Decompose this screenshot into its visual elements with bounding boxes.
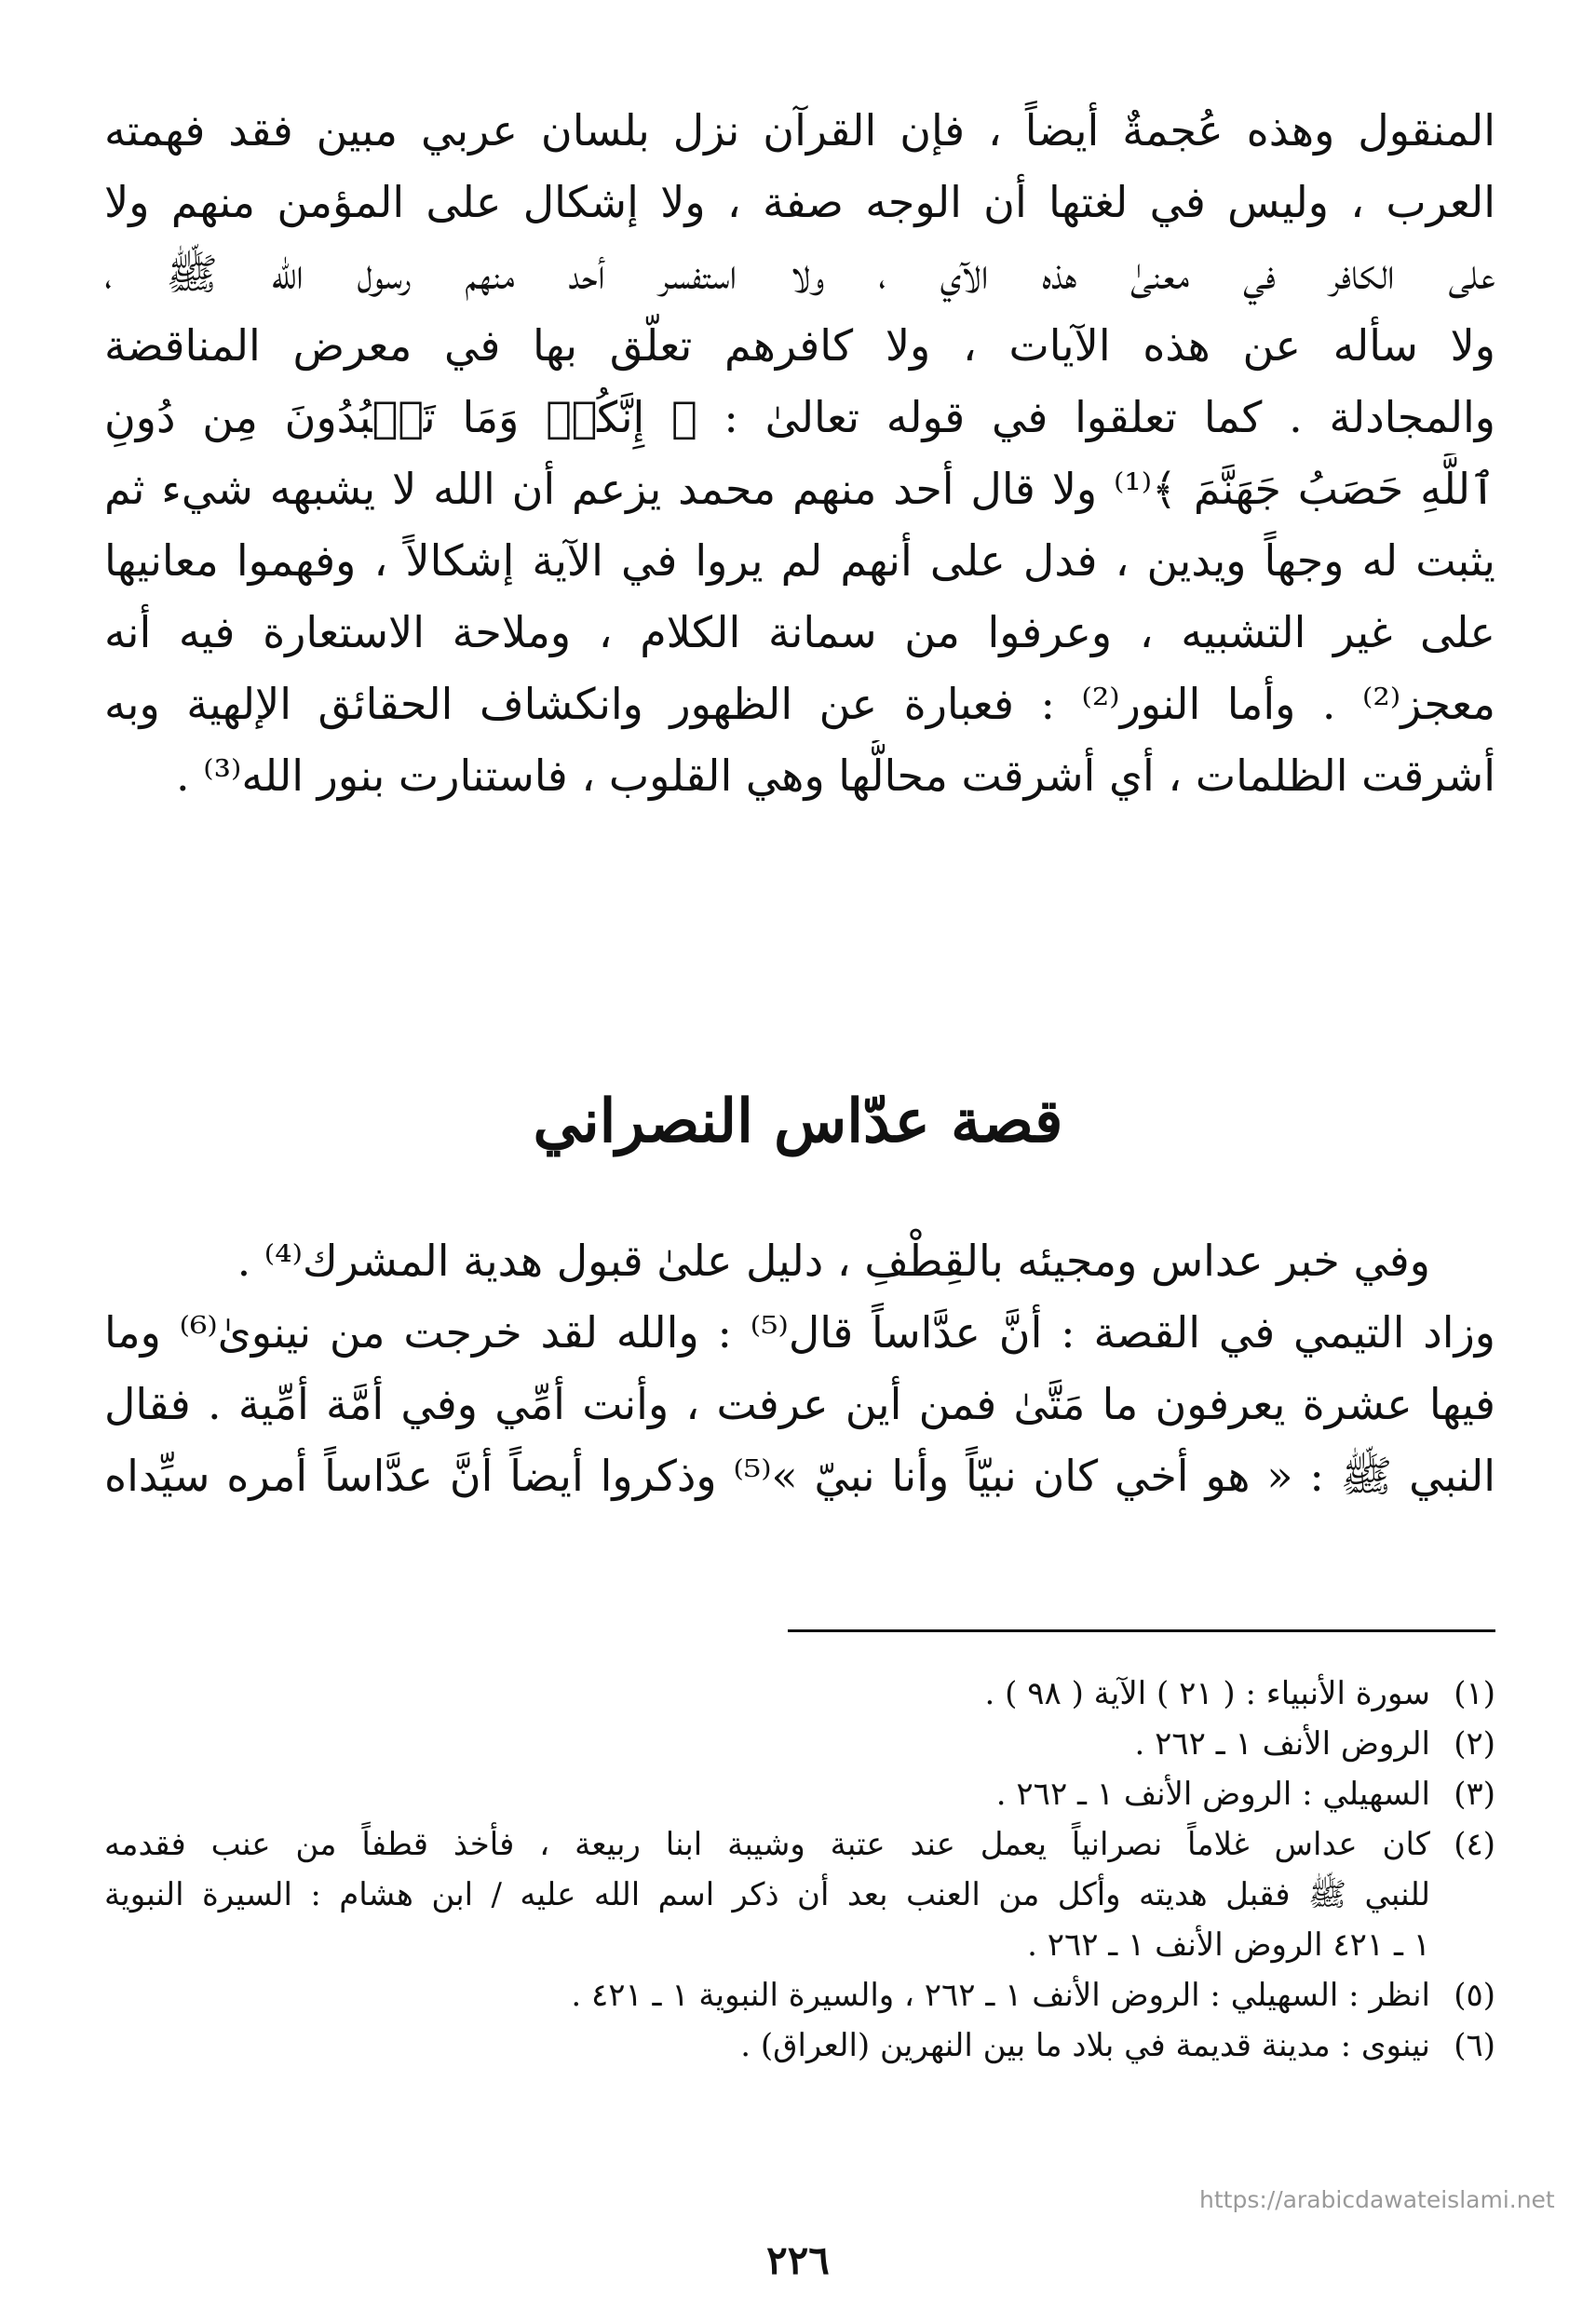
footnote [104, 1970, 1495, 2020]
footnote [104, 1769, 1495, 1819]
text-line: على الكافر في معنىٰ هذه الآي ، ولا استفسر أحد منهم رسول الله ﷺ ، [104, 249, 1495, 299]
text-line: والمجادلة . كما تعلقوا في قوله تعالىٰ : ﴿ إِنَّكُمۡ وَمَا تَعۡبُدُونَ مِن دُونِ [104, 392, 1495, 442]
watermark-url[interactable]: https://arabicdawateislami.net [1199, 2186, 1555, 2213]
text-line: على غير التشبيه ، وعرفوا من سمانة الكلام ، وملاحة الاستعارة فيه أنه [104, 607, 1495, 657]
text-line: العرب ، وليس في لغتها أن الوجه صفة ، ولا إشكال على المؤمن منهم ولا [104, 177, 1495, 227]
footnote [104, 1669, 1495, 1719]
text-line: معجز⁽²⁾ . وأما النور⁽²⁾ : فعبارة عن الظهور وانكشاف الحقائق الإلهية وبه [104, 679, 1495, 729]
footnote-number: (٣) [1454, 1776, 1495, 1813]
body-paragraph [104, 95, 1495, 812]
page-number: ٢٢٦ [766, 2237, 830, 2283]
footnote-number: (٥) [1454, 1977, 1495, 2014]
footnote-text: السهيلي : الروض الأنف ١ ـ ٢٦٢ . [995, 1776, 1430, 1813]
footnote-number: (٢) [1454, 1725, 1495, 1763]
text-line: ولا سأله عن هذه الآيات ، ولا كافرهم تعلّق بها في معرض المناقضة [104, 320, 1495, 371]
footnote [104, 1719, 1495, 1769]
footnote-text: نينوى : مدينة قديمة في بلاد ما بين النهرين (العراق) . [740, 2027, 1430, 2064]
text-line: المنقول وهذه عُجمةٌ أيضاً ، فإن القرآن نزل بلسان عربي مبين فقد فهمته [104, 105, 1495, 155]
footnote-number: (٤) [1454, 1826, 1495, 1863]
footnote [104, 1819, 1495, 1970]
footnote-text: الروض الأنف ١ ـ ٢٦٢ . [1134, 1725, 1430, 1763]
footnote-text: للنبي ﷺ فقبل هديته وأكل من العنب بعد أن ذكر اسم الله عليه / ابن هشام : السيرة النبوية [104, 1876, 1430, 1913]
text-line: يثبت له وجهاً ويدين ، فدل على أنهم لم يروا في الآية إشكالاً ، وفهموا معانيها [104, 535, 1495, 586]
text-line: ٱللَّهِ حَصَبُ جَهَنَّمَ ﴾⁽¹⁾ ولا قال أحد منهم محمد يزعم أن الله لا يشبهه شيء ثم [104, 464, 1495, 514]
footnote-divider [788, 1629, 1495, 1632]
text-line: وزاد التيمي في القصة : أنَّ عدَّاساً قال⁽⁵⁾ : والله لقد خرجت من نينوىٰ⁽⁶⁾ وما [104, 1307, 1495, 1358]
footnote-text: كان عداس غلاماً نصرانياً يعمل عند عتبة وشيبة ابنا ربيعة ، فأخذ قطفاً من عنب فقدمه [104, 1826, 1430, 1863]
footnote [104, 2020, 1495, 2071]
section-heading: قصة عدّاس النصراني [533, 1087, 1063, 1156]
footnotes [104, 1669, 1495, 2071]
footnote-text: انظر : السهيلي : الروض الأنف ١ ـ ٢٦٢ ، والسيرة النبوية ١ ـ ٤٢١ . [571, 1977, 1430, 2014]
footnote-text: ١ ـ ٤٢١ الروض الأنف ١ ـ ٢٦٢ . [1027, 1926, 1430, 1964]
story-paragraph [104, 1225, 1495, 1512]
text-line: فيها عشرة يعرفون ما مَتَّىٰ فمن أين عرفت ، وأنت أمِّي وفي أمَّة أمِّية . فقال [104, 1379, 1495, 1429]
text-line: النبي ﷺ : « هو أخي كان نبيّاً وأنا نبيّ »⁽⁵⁾ وذكروا أيضاً أنَّ عدَّاساً أمره سيِّداه [104, 1451, 1495, 1501]
footnote-number: (٦) [1454, 2027, 1495, 2064]
text-line: وفي خبر عداس ومجيئه بالقِطْفِ ، دليل علىٰ قبول هدية المشرك⁽⁴⁾ . [237, 1236, 1430, 1286]
text-line: أشرقت الظلمات ، أي أشرقت محالُّها وهي القلوب ، فاستنارت بنور الله⁽³⁾ . [176, 750, 1495, 801]
footnote-text: سورة الأنبياء : ( ٢١ ) الآية ( ٩٨ ) . [984, 1675, 1430, 1712]
footnote-number: (١) [1454, 1675, 1495, 1712]
